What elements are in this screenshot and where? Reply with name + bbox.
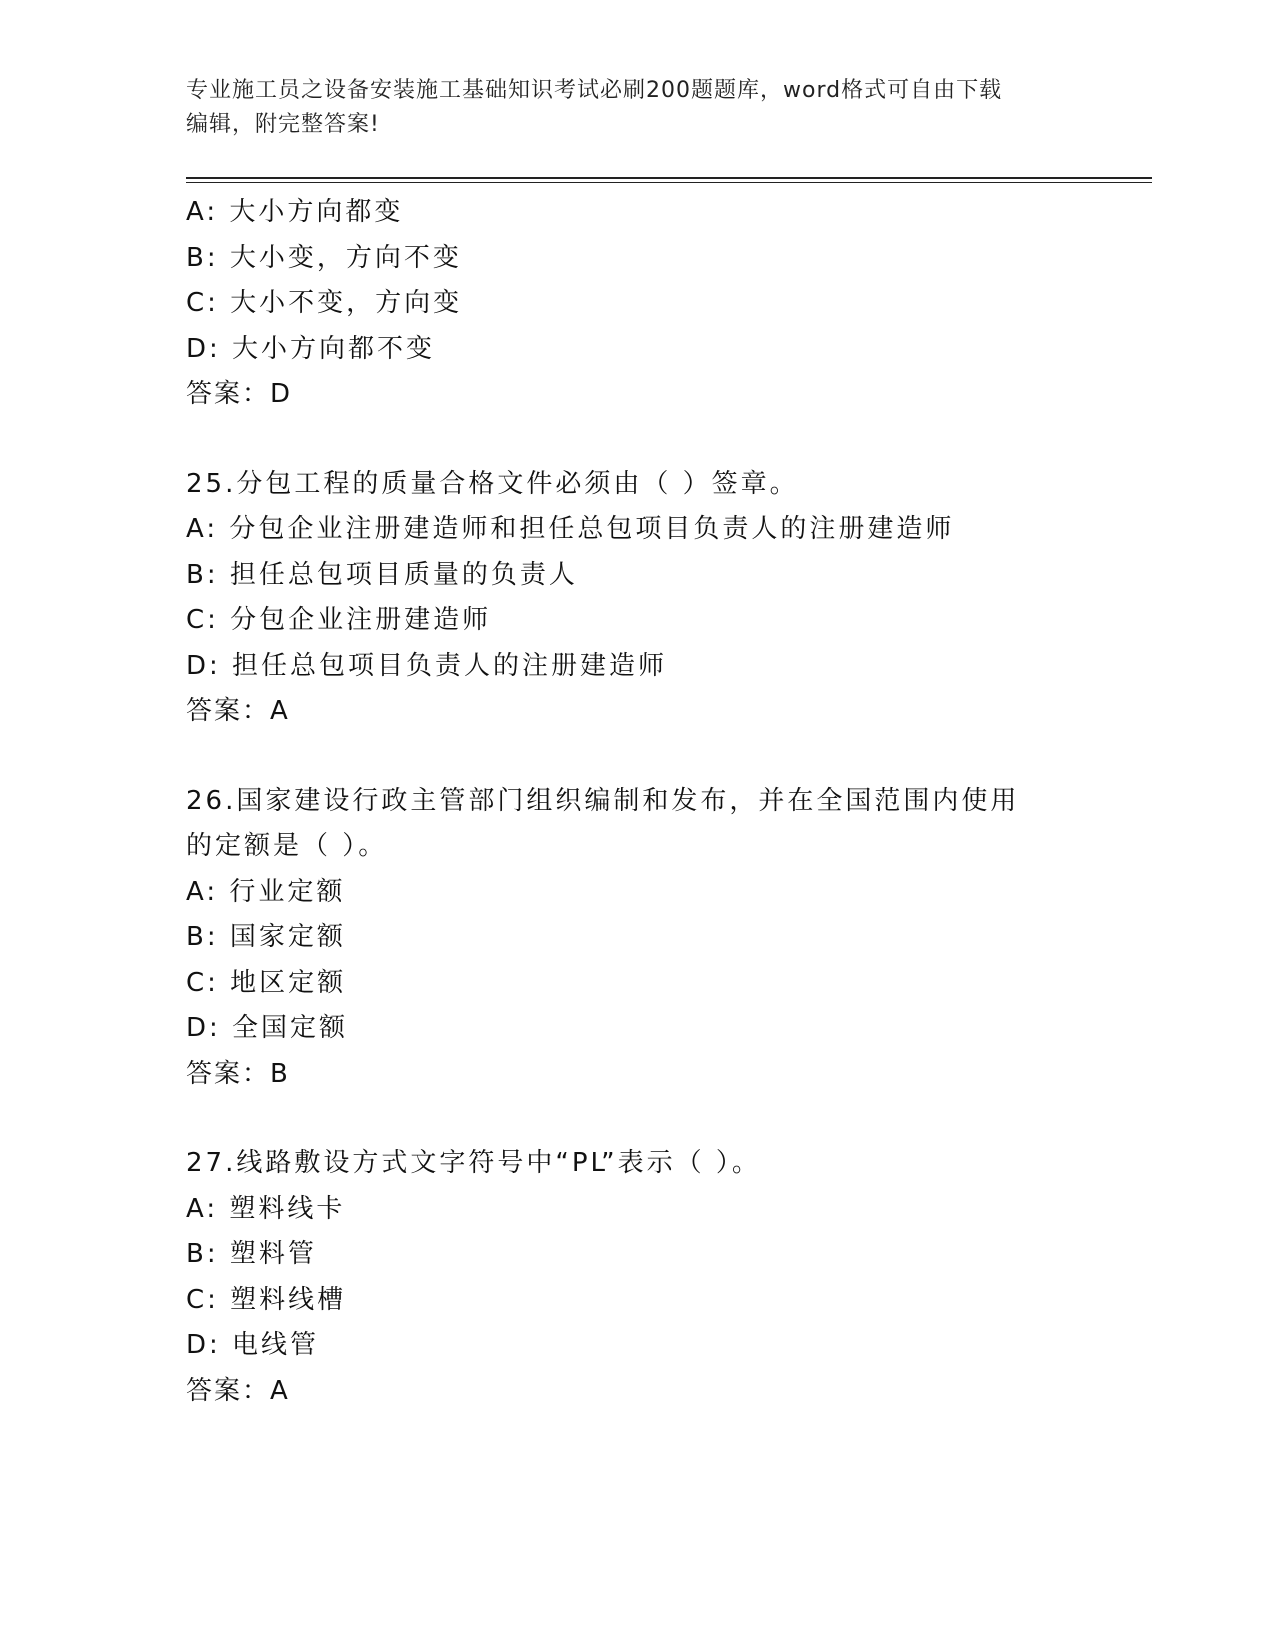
- option-d: D: 大小方向都不变: [186, 333, 436, 364]
- option-c: C: 塑料线槽: [186, 1284, 347, 1315]
- answer-line: 答案：B: [186, 1058, 290, 1089]
- option-a: A: 行业定额: [186, 876, 346, 907]
- option-a: A: 大小方向都变: [186, 197, 404, 227]
- answer-line: 答案：D: [186, 379, 293, 409]
- option-d: D: 全国定额: [186, 1013, 349, 1043]
- header-line-1: 专业施工员之设备安装施工基础知识考试必刷200题题库，word格式可自由下载: [186, 78, 1003, 103]
- option-d: D: 担任总包项目负责人的注册建造师: [186, 650, 668, 681]
- option-a: A: 塑料线卡: [186, 1193, 346, 1224]
- option-c: C: 大小不变，方向变: [186, 288, 463, 318]
- question-block-27: [186, 1141, 1086, 1414]
- document-header: [186, 74, 1066, 142]
- question-text: 27.线路敷设方式文字符号中“PL”表示（ ）。: [186, 1148, 761, 1178]
- option-c: C: 地区定额: [186, 967, 347, 998]
- option-b: B: 大小变，方向不变: [186, 242, 462, 273]
- question-block-partial: [186, 190, 1086, 418]
- option-b: B: 塑料管: [186, 1239, 317, 1269]
- option-d: D: 电线管: [186, 1330, 320, 1360]
- question-block-25: [186, 462, 1086, 735]
- option-a: A: 分包企业注册建造师和担任总包项目负责人的注册建造师: [186, 514, 955, 544]
- header-divider-thin: [186, 182, 1152, 183]
- question-text: 26.国家建设行政主管部门组织编制和发布，并在全国范围内使用的定额是（ ）。: [186, 785, 1020, 861]
- option-c: C: 分包企业注册建造师: [186, 605, 492, 635]
- header-line-2: 编辑，附完整答案!: [186, 112, 380, 137]
- question-block-26: [186, 779, 1086, 1098]
- question-text: 25.分包工程的质量合格文件必须由（ ）签章。: [186, 468, 799, 499]
- header-divider: [186, 177, 1152, 179]
- option-b: B: 国家定额: [186, 922, 346, 952]
- answer-line: 答案：A: [186, 696, 290, 726]
- answer-line: 答案：A: [186, 1375, 290, 1406]
- question-list: [186, 190, 1086, 1414]
- option-b: B: 担任总包项目质量的负责人: [186, 559, 578, 590]
